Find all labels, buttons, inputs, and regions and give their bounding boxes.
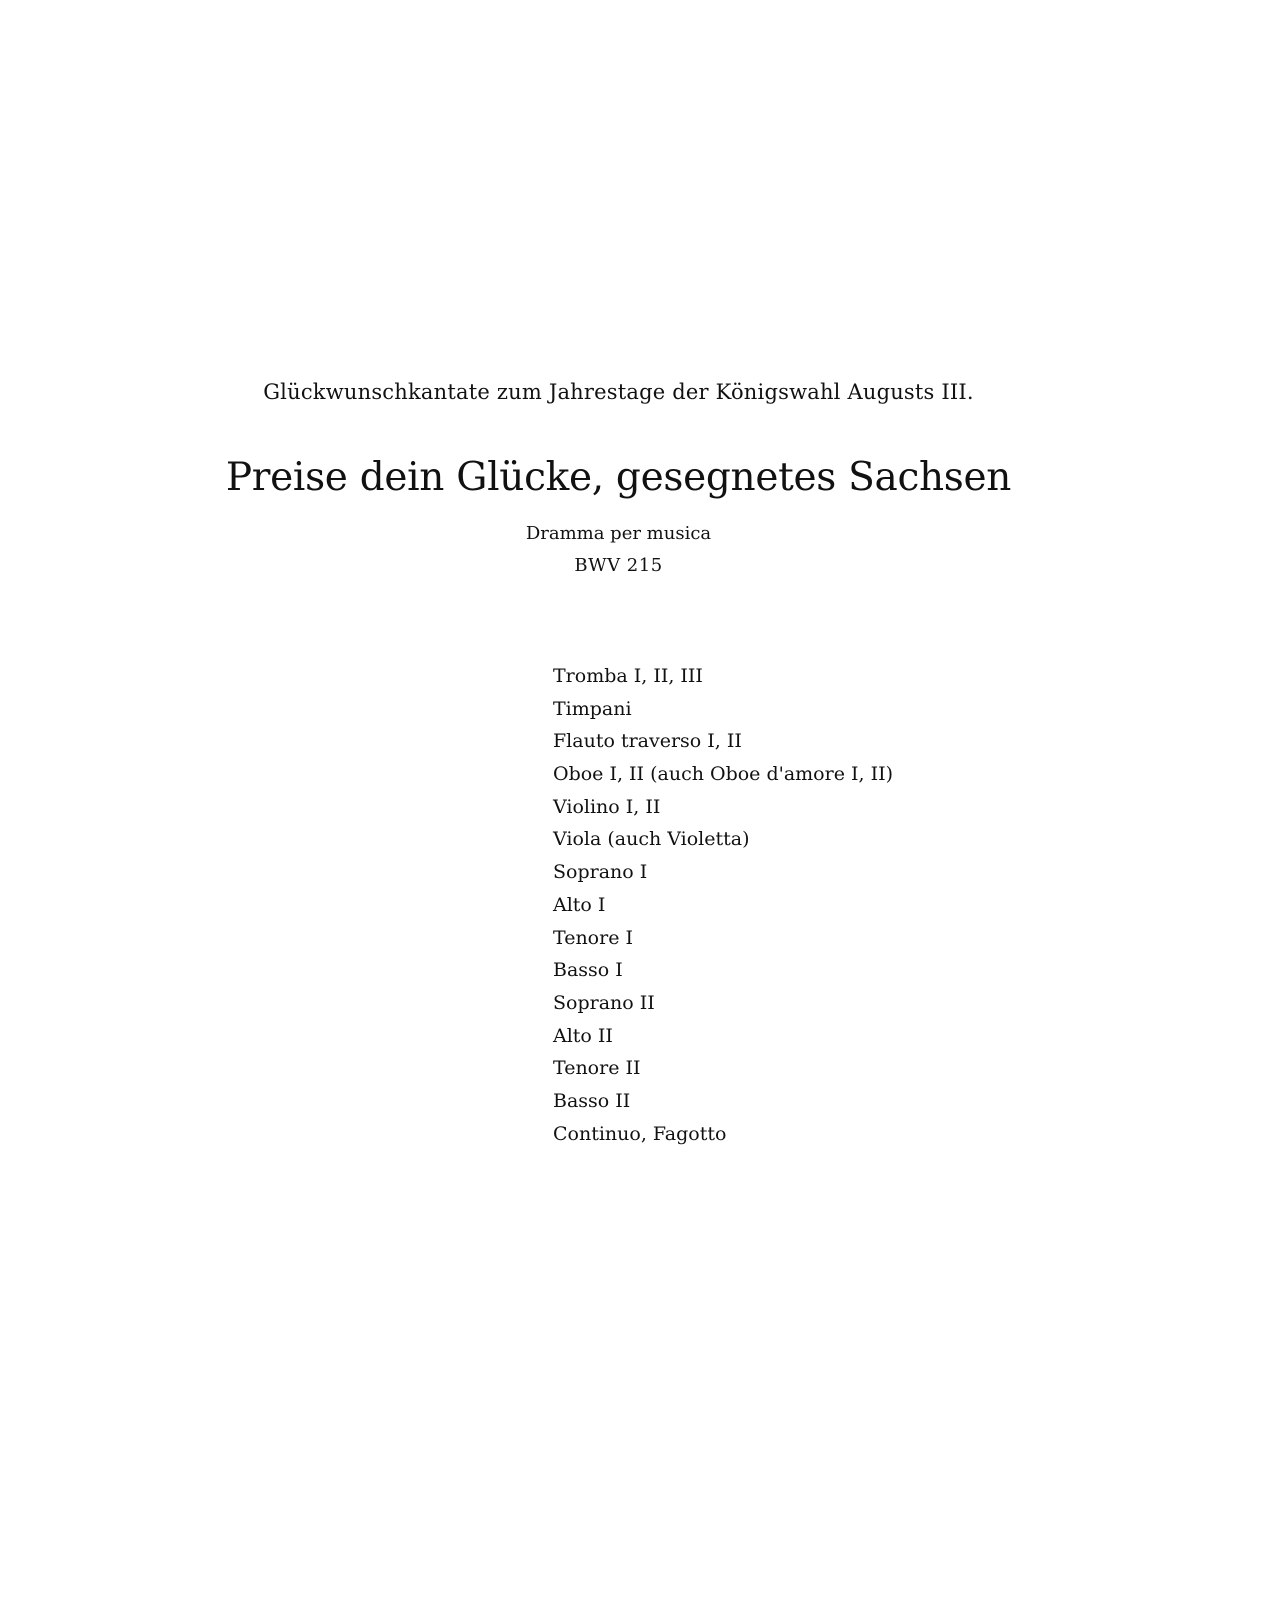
catalog-number: BWV 215 bbox=[574, 555, 663, 576]
work-title: Preise dein Glücke, gesegnetes Sachsen bbox=[225, 455, 1012, 500]
scoring-item: Alto I bbox=[553, 893, 606, 916]
scoring-item: Tenore I bbox=[553, 926, 633, 949]
scoring-item: Basso I bbox=[553, 959, 623, 982]
scoring-list bbox=[553, 660, 893, 1150]
scoring-item: Tenore II bbox=[553, 1057, 641, 1080]
scoring-item: Tromba I, II, III bbox=[553, 665, 703, 687]
scoring-item: Soprano II bbox=[553, 991, 655, 1014]
occasion-subtitle: Glückwunschkantate zum Jahrestage der Königswahl Augusts III. bbox=[263, 380, 974, 404]
scoring-item: Soprano I bbox=[553, 861, 648, 884]
scoring-item: Basso II bbox=[553, 1089, 631, 1112]
scoring-item: Continuo, Fagotto bbox=[553, 1122, 727, 1145]
genre-label: Dramma per musica bbox=[525, 523, 712, 544]
scoring-item: Viola (auch Violetta) bbox=[553, 828, 750, 851]
scoring-item: Timpani bbox=[553, 697, 632, 720]
scoring-item: Flauto traverso I, II bbox=[553, 730, 742, 753]
scoring-item: Violino I, II bbox=[553, 795, 661, 818]
scoring-item: Oboe I, II (auch Oboe d'amore I, II) bbox=[553, 763, 893, 786]
scoring-item: Alto II bbox=[553, 1024, 613, 1047]
